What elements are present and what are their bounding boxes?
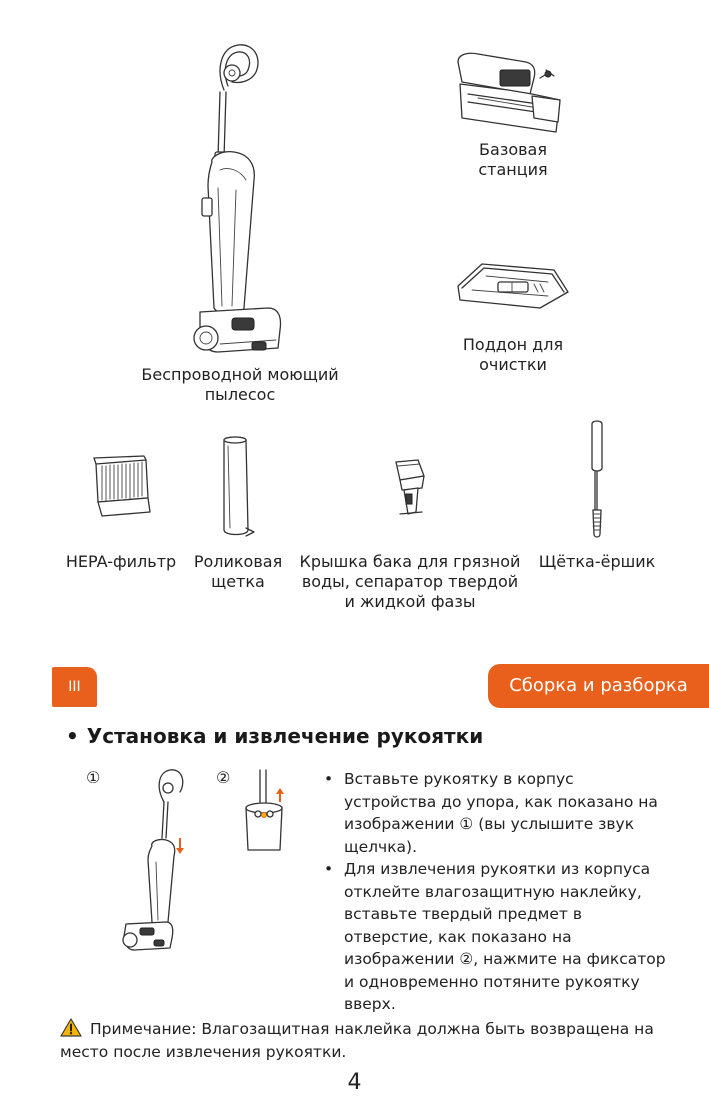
instruction-item [318, 768, 668, 858]
note-text: Примечание: Влагозащитная наклейка должна быть возвращена на место после извлечения рукоятки. [60, 1020, 654, 1061]
list-bullet: • [324, 770, 334, 788]
warning-icon [60, 1018, 82, 1037]
base-station-illustration [448, 42, 578, 134]
section-title: Сборка и разборка [488, 664, 709, 708]
page-number: 4 [347, 1070, 362, 1095]
vacuum-caption: Беспроводной моющий пылесос [141, 365, 339, 404]
cleaning-tray-caption: Поддон для очистки [462, 335, 564, 374]
roller-brush-illustration [210, 432, 260, 542]
hepa-filter-illustration [88, 454, 154, 520]
instruction-text: Для извлечения рукоятки из корпуса отклейте влагозащитную наклейку, вставьте твердый предмет в отверстие, как показано на изображении ②, нажмите на фиксатор и одновременно потяните рукоятку вверх. [344, 860, 666, 1013]
tank-lid-illustration [388, 454, 432, 522]
step1-label: ① [86, 768, 101, 787]
list-bullet: • [324, 860, 334, 878]
step2-illustration [236, 766, 292, 854]
cleaning-brush-illustration [582, 418, 612, 542]
section-number-badge: III [52, 667, 97, 707]
vacuum-cleaner-illustration [180, 40, 290, 358]
note-block [60, 1018, 680, 1063]
step2-label: ② [216, 768, 231, 787]
subsection-heading [66, 722, 483, 750]
hepa-filter-caption: HEPA-фильтр [65, 552, 177, 571]
cleaning-tray-illustration [452, 256, 572, 312]
instruction-list [318, 768, 668, 1016]
instruction-text: Вставьте рукоятку в корпус устройства до упора, как показано на изображении ① (вы услышите звук щелчка). [344, 770, 658, 856]
heading-bullet: • [66, 724, 79, 748]
roller-brush-caption: Роликовая щетка [193, 552, 283, 591]
subsection-title: Установка и извлечение рукоятки [86, 724, 484, 748]
step1-illustration [108, 766, 204, 956]
base-station-caption: Базовая станция [478, 140, 548, 179]
cleaning-brush-caption: Щётка-ёршик [538, 552, 656, 571]
tank-lid-caption: Крышка бака для грязной воды, сепаратор твердой и жидкой фазы [299, 552, 521, 611]
instruction-item [318, 858, 668, 1016]
